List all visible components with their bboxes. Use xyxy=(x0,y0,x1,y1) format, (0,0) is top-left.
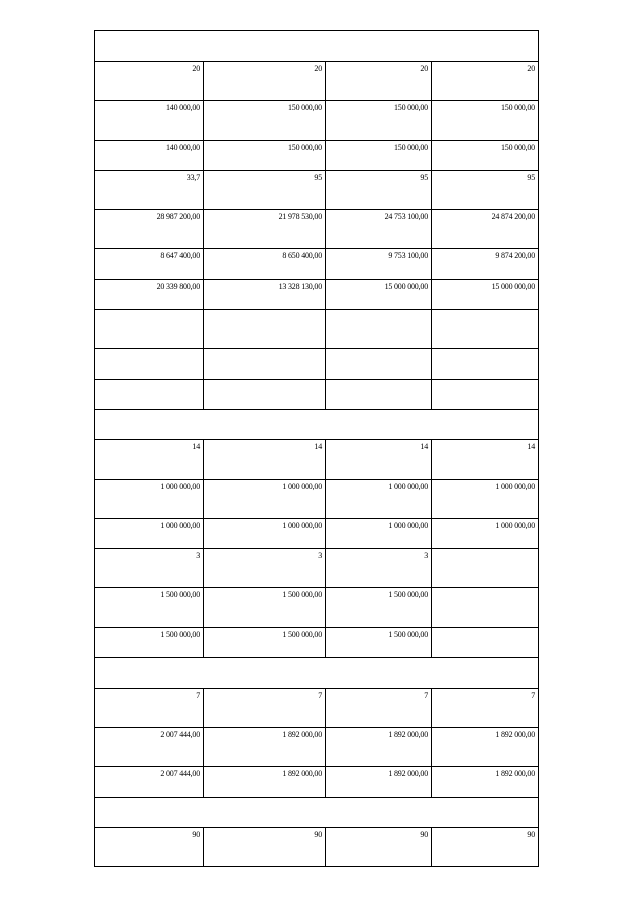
table-cell: 1 892 000,00 xyxy=(326,728,432,767)
table-cell xyxy=(432,380,539,410)
table-row xyxy=(95,767,539,798)
section-cell xyxy=(95,798,539,828)
table-cell: 1 000 000,00 xyxy=(95,480,204,519)
table-cell: 1 500 000,00 xyxy=(95,628,204,658)
table-cell: 1 892 000,00 xyxy=(204,728,326,767)
table-cell: 3 xyxy=(95,549,204,588)
table-cell: 150 000,00 xyxy=(204,101,326,141)
table-cell: 15 000 000,00 xyxy=(326,280,432,310)
table-row xyxy=(95,210,539,249)
table-cell: 150 000,00 xyxy=(204,141,326,171)
table-cell: 95 xyxy=(432,171,539,210)
table-cell: 1 000 000,00 xyxy=(95,519,204,549)
table-cell: 1 500 000,00 xyxy=(326,628,432,658)
table-cell: 8 650 400,00 xyxy=(204,249,326,280)
section-cell xyxy=(95,31,539,62)
table-cell: 7 xyxy=(95,689,204,728)
table-cell: 20 xyxy=(204,62,326,101)
table-cell: 7 xyxy=(204,689,326,728)
table-cell: 90 xyxy=(432,828,539,867)
table-body xyxy=(95,31,539,867)
table-row xyxy=(95,588,539,628)
table-row xyxy=(95,171,539,210)
table-row xyxy=(95,280,539,310)
table-row xyxy=(95,141,539,171)
table-cell: 3 xyxy=(326,549,432,588)
table-row xyxy=(95,828,539,867)
table-cell: 3 xyxy=(204,549,326,588)
table-cell: 1 500 000,00 xyxy=(204,628,326,658)
table-cell xyxy=(204,310,326,349)
table-cell: 33,7 xyxy=(95,171,204,210)
table-cell: 1 500 000,00 xyxy=(95,588,204,628)
table-cell: 24 874 200,00 xyxy=(432,210,539,249)
table-cell: 20 339 800,00 xyxy=(95,280,204,310)
table-cell: 1 000 000,00 xyxy=(326,480,432,519)
table-cell: 20 xyxy=(326,62,432,101)
table-row xyxy=(95,249,539,280)
table-row xyxy=(95,380,539,410)
table-cell: 9 874 200,00 xyxy=(432,249,539,280)
table-row xyxy=(95,628,539,658)
table-cell: 1 892 000,00 xyxy=(204,767,326,798)
table-cell: 2 007 444,00 xyxy=(95,767,204,798)
section-row xyxy=(95,31,539,62)
table-cell: 1 000 000,00 xyxy=(326,519,432,549)
table-cell: 150 000,00 xyxy=(432,101,539,141)
table-cell: 150 000,00 xyxy=(432,141,539,171)
table-cell: 1 892 000,00 xyxy=(432,767,539,798)
table-cell xyxy=(326,310,432,349)
table-cell: 1 000 000,00 xyxy=(432,480,539,519)
table-cell: 95 xyxy=(326,171,432,210)
table-cell xyxy=(95,310,204,349)
table-cell xyxy=(326,349,432,380)
table-row xyxy=(95,440,539,480)
table-cell: 8 647 400,00 xyxy=(95,249,204,280)
table-cell: 150 000,00 xyxy=(326,101,432,141)
table-row xyxy=(95,310,539,349)
table-cell: 150 000,00 xyxy=(326,141,432,171)
section-cell xyxy=(95,658,539,689)
table-row xyxy=(95,519,539,549)
table-cell xyxy=(432,549,539,588)
table-row xyxy=(95,480,539,519)
table-cell: 14 xyxy=(204,440,326,480)
table-cell xyxy=(432,628,539,658)
table-cell: 1 500 000,00 xyxy=(326,588,432,628)
table-cell: 1 892 000,00 xyxy=(326,767,432,798)
table-cell: 20 xyxy=(95,62,204,101)
table-cell: 90 xyxy=(204,828,326,867)
table-row xyxy=(95,728,539,767)
table-cell: 1 892 000,00 xyxy=(432,728,539,767)
table-cell: 14 xyxy=(326,440,432,480)
table-cell: 95 xyxy=(204,171,326,210)
table-cell: 7 xyxy=(326,689,432,728)
table-cell xyxy=(326,380,432,410)
table-row xyxy=(95,549,539,588)
table-cell xyxy=(204,380,326,410)
table-cell: 1 000 000,00 xyxy=(432,519,539,549)
table-cell xyxy=(95,380,204,410)
table-cell xyxy=(204,349,326,380)
section-row xyxy=(95,658,539,689)
table-cell: 20 xyxy=(432,62,539,101)
table-cell: 90 xyxy=(95,828,204,867)
table-cell: 7 xyxy=(432,689,539,728)
section-row xyxy=(95,798,539,828)
table-cell xyxy=(432,349,539,380)
table-cell: 2 007 444,00 xyxy=(95,728,204,767)
table-cell: 14 xyxy=(95,440,204,480)
section-cell xyxy=(95,410,539,440)
table-cell: 140 000,00 xyxy=(95,141,204,171)
table-cell: 15 000 000,00 xyxy=(432,280,539,310)
table-row xyxy=(95,689,539,728)
table-row xyxy=(95,349,539,380)
table-cell: 90 xyxy=(326,828,432,867)
table-row xyxy=(95,101,539,141)
table-cell: 1 500 000,00 xyxy=(204,588,326,628)
table-cell: 1 000 000,00 xyxy=(204,480,326,519)
table-cell: 1 000 000,00 xyxy=(204,519,326,549)
table-row xyxy=(95,62,539,101)
table-cell: 24 753 100,00 xyxy=(326,210,432,249)
table-cell: 14 xyxy=(432,440,539,480)
table-cell: 28 987 200,00 xyxy=(95,210,204,249)
table-cell: 13 328 130,00 xyxy=(204,280,326,310)
table-cell xyxy=(95,349,204,380)
table-cell xyxy=(432,310,539,349)
table-cell: 140 000,00 xyxy=(95,101,204,141)
section-row xyxy=(95,410,539,440)
table-cell: 9 753 100,00 xyxy=(326,249,432,280)
table-cell xyxy=(432,588,539,628)
data-table xyxy=(94,30,539,867)
table-cell: 21 978 530,00 xyxy=(204,210,326,249)
